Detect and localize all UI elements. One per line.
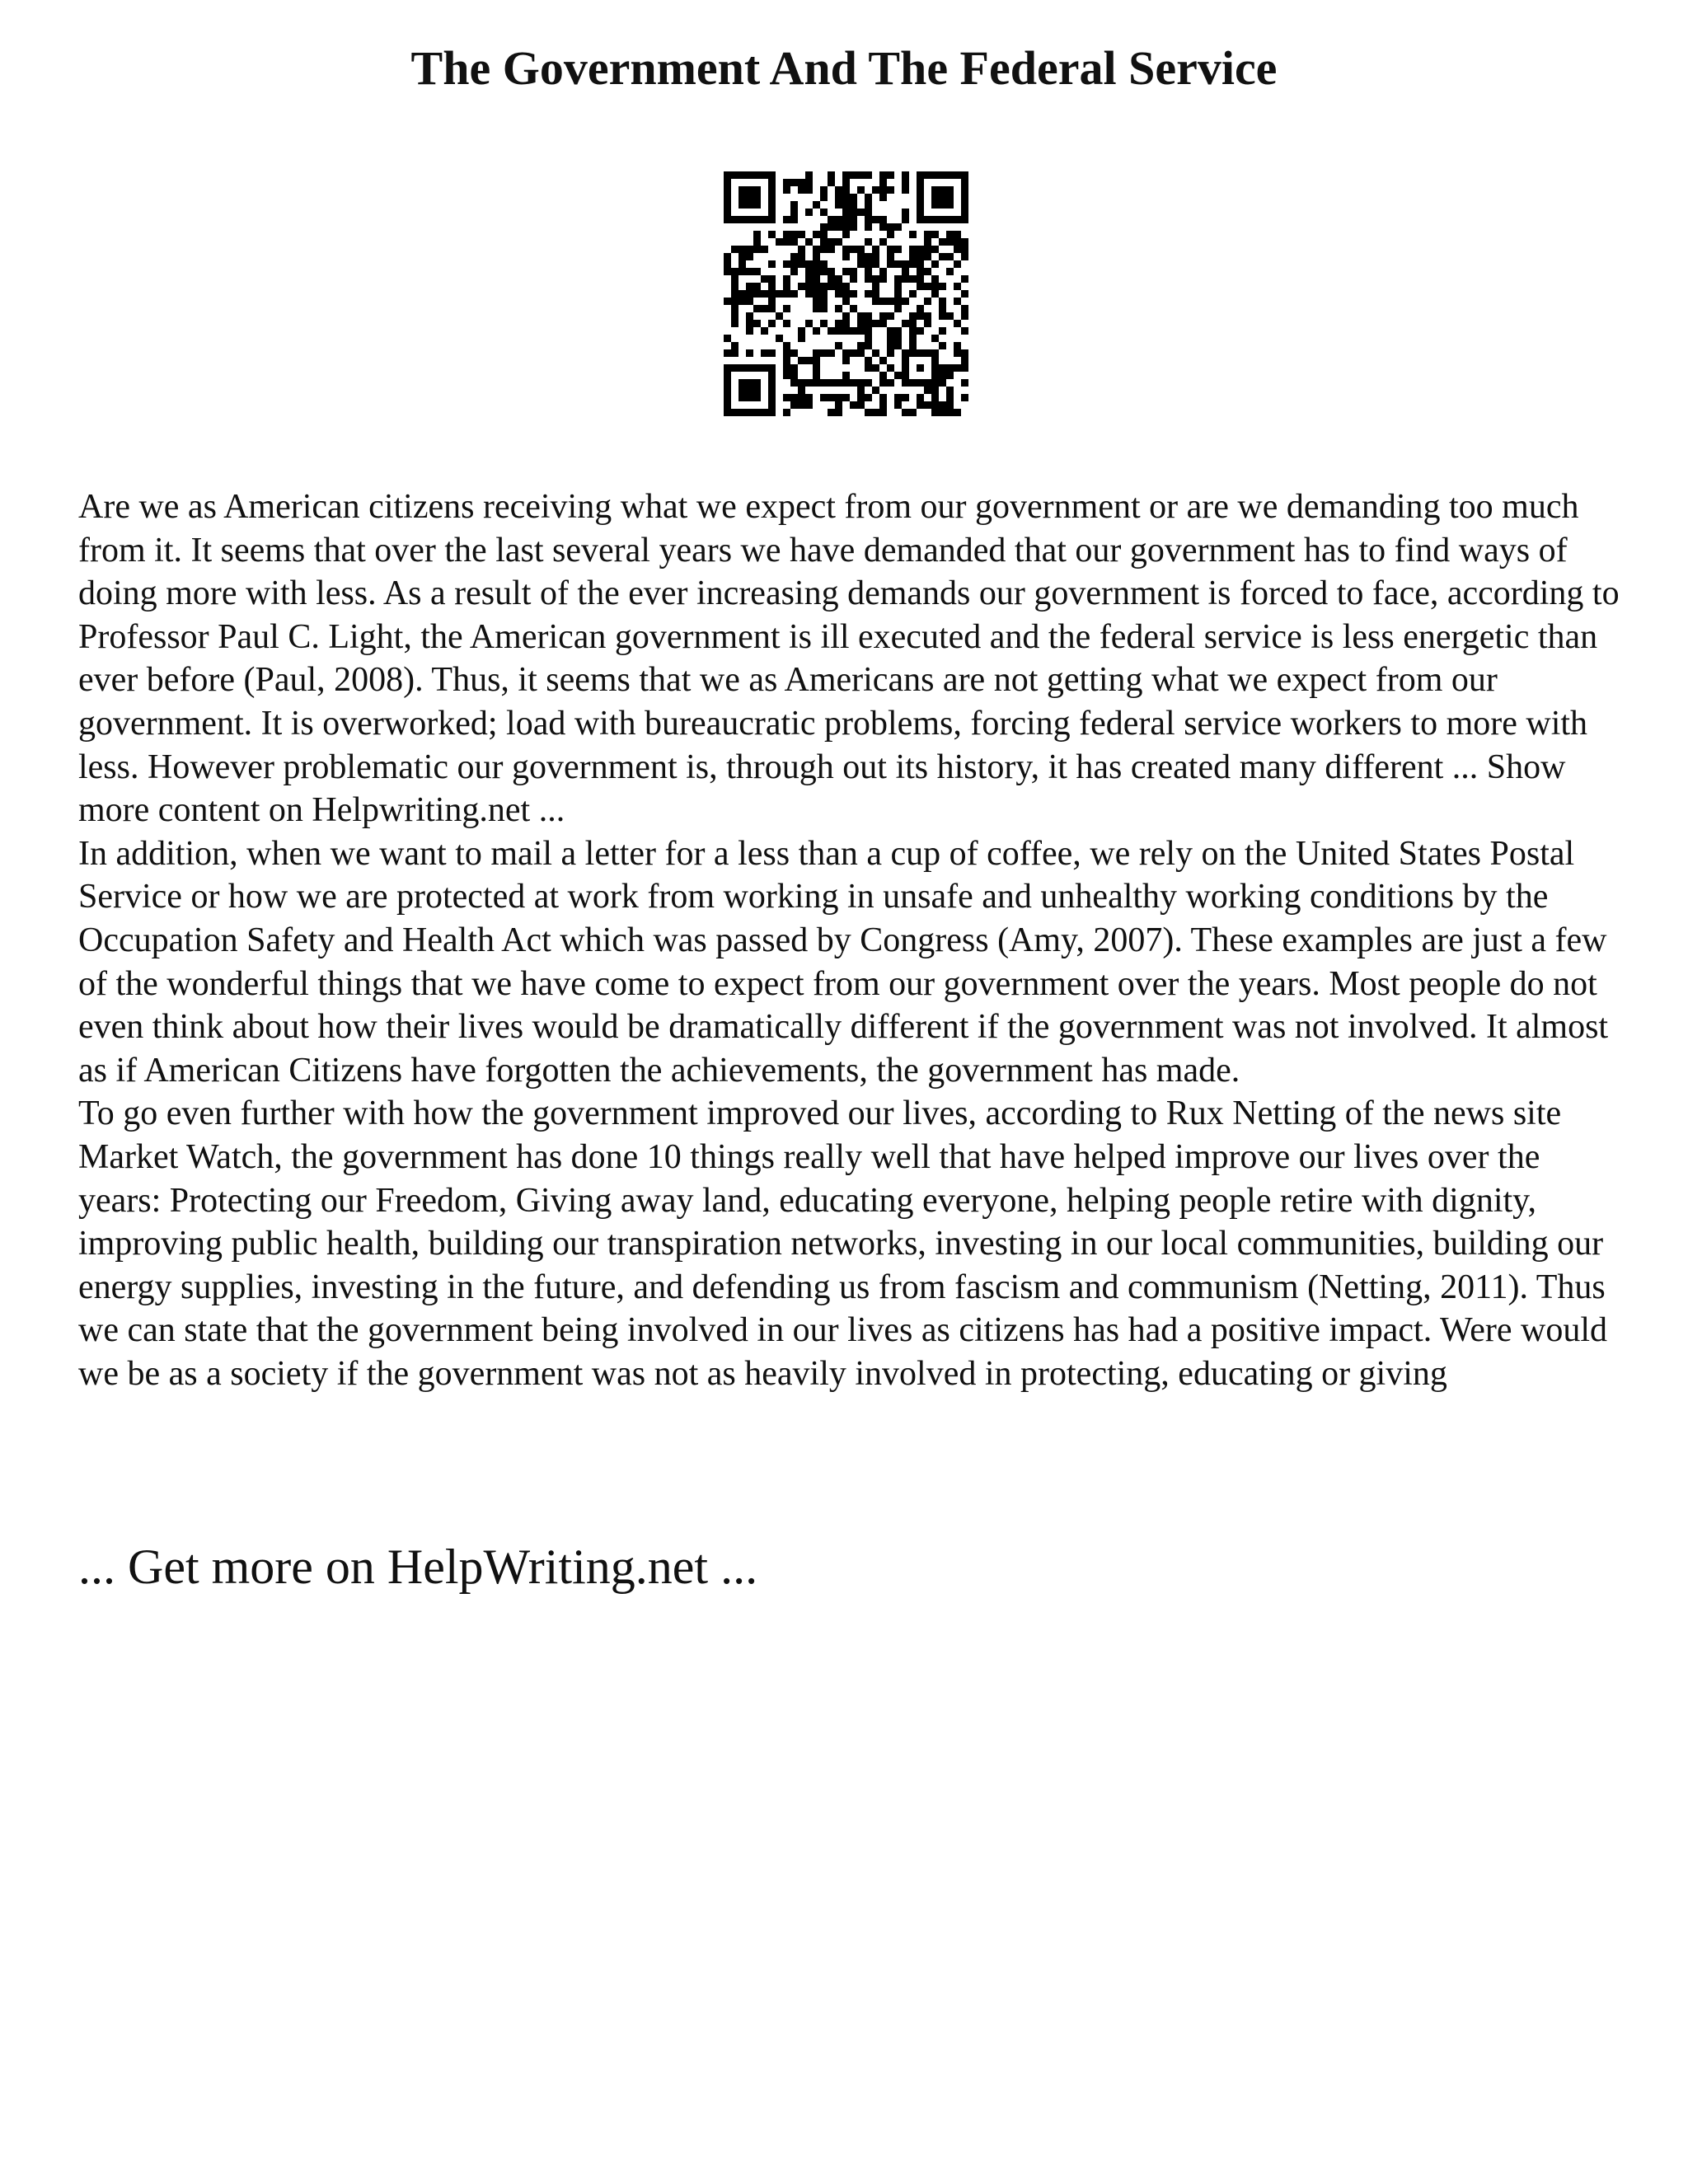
paragraph-2: In addition, when we want to mail a letter for a less than a cup of coffee, we rely on the United States Postal Service or how we are protected at work from working in unsafe and unhealthy working conditions by the Occupation Safety and Health Act which was passed by Congress (Amy, 2007). These examples are just a few of the wonderful things that we have come to expect from our government over the years. Most people do not even think about how their lives would be dramatically different if the government was not involved. It almost as if American Citizens have forgotten the achievements, the government has made. xyxy=(78,834,1609,1090)
paragraph-3: To go even further with how the government improved our lives, according to Rux Netting of the news site Market Watch, the government has done 10 things really well that have helped improve our lives over the years: Protecting our Freedom, Giving away land, educating everyone, helping people retire with dignity, improving public health, building our transpiration networks, investing in our local communities, building our energy supplies, investing in the future, and defending us from fascism and communism (Netting, 2011). Thus we can state that the government being involved in our lives as citizens has had a positive impact. Were would we be as a society if the government was not as heavily involved in protecting, educating or giving xyxy=(78,1094,1607,1393)
paragraph-1: Are we as American citizens receiving what we expect from our government or are we demanding too much from it. It seems that over the last several years we have demanded that our government has to find ways of doing more with less. As a result of the ever increasing demands our government is forced to face, according to Professor Paul C. Light, the American government is ill executed and the federal service is less energetic than ever before (Paul, 2008). Thus, it seems that we as Americans are not getting what we expect from our government. It is overworked; load with bureaucratic problems, forcing federal service workers to more with less. However problematic our government is, through out its history, it has created many different ... Show more content on Helpwriting.net ... xyxy=(78,488,1620,830)
document-body xyxy=(78,485,1628,1395)
page-title: The Government And The Federal Service xyxy=(410,41,1278,95)
get-more-link[interactable]: ... Get more on HelpWriting.net ... xyxy=(78,1540,758,1594)
qr-code-icon xyxy=(724,171,968,416)
